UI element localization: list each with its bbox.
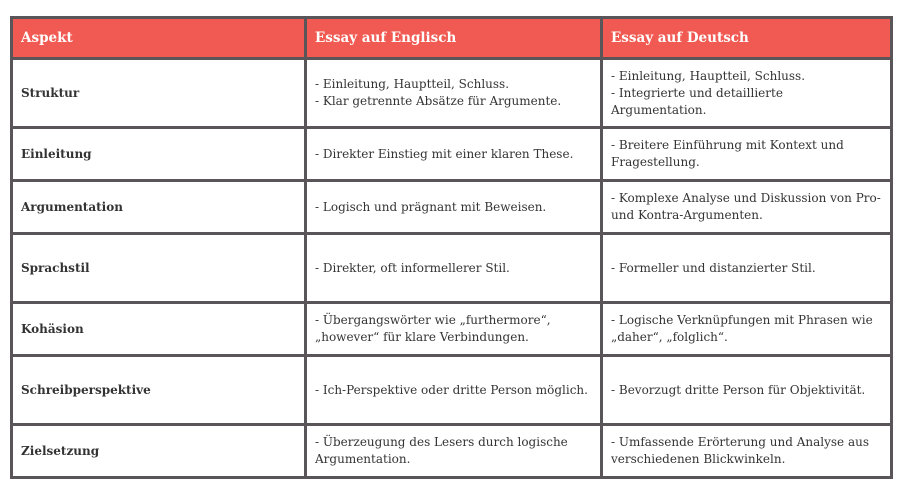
cell-line: - Komplexe Analyse und Diskussion von Pro- bbox=[611, 191, 881, 205]
cell-line: - Logisch und prägnant mit Beweisen. bbox=[315, 199, 547, 214]
cell-line: verschiedenen Blickwinkeln. bbox=[611, 452, 786, 466]
header-german: Essay auf Deutsch bbox=[602, 18, 892, 59]
english-cell bbox=[306, 425, 602, 478]
german-cell bbox=[602, 181, 892, 234]
cell-line: - Direkter, oft informellerer Stil. bbox=[315, 260, 510, 275]
cell-line: - Logische Verknüpfungen mit Phrasen wie bbox=[611, 313, 873, 327]
cell-line: - Ich-Perspektive oder dritte Person möglich. bbox=[315, 382, 588, 397]
table-row bbox=[12, 234, 892, 303]
german-cell bbox=[602, 303, 892, 356]
table-row bbox=[12, 303, 892, 356]
cell-line: „however“ für klare Verbindungen. bbox=[315, 330, 529, 344]
german-cell bbox=[602, 356, 892, 425]
cell-line: - Bevorzugt dritte Person für Objektivität. bbox=[611, 382, 866, 397]
table-row bbox=[12, 181, 892, 234]
header-aspect: Aspekt bbox=[12, 18, 306, 59]
english-cell bbox=[306, 181, 602, 234]
aspect-cell: Zielsetzung bbox=[12, 425, 306, 478]
cell-line: - Direkter Einstieg mit einer klaren These. bbox=[315, 146, 574, 161]
english-cell bbox=[306, 59, 602, 128]
aspect-cell: Einleitung bbox=[12, 128, 306, 181]
cell-line: Fragestellung. bbox=[611, 155, 700, 169]
header-row bbox=[12, 18, 892, 59]
table-row bbox=[12, 59, 892, 128]
german-cell bbox=[602, 128, 892, 181]
cell-line: „daher“, „folglich“. bbox=[611, 330, 728, 344]
aspect-cell: Struktur bbox=[12, 59, 306, 128]
aspect-cell: Sprachstil bbox=[12, 234, 306, 303]
aspect-cell: Argumentation bbox=[12, 181, 306, 234]
english-cell bbox=[306, 128, 602, 181]
header-english: Essay auf Englisch bbox=[306, 18, 602, 59]
cell-line: - Integrierte und detaillierte Argumentation. bbox=[611, 85, 783, 117]
cell-line: - Umfassende Erörterung und Analyse aus bbox=[611, 435, 870, 449]
comparison-table-container bbox=[10, 16, 890, 479]
aspect-cell: Schreibperspektive bbox=[12, 356, 306, 425]
english-cell bbox=[306, 234, 602, 303]
german-cell bbox=[602, 234, 892, 303]
cell-line: - Einleitung, Hauptteil, Schluss. bbox=[315, 77, 510, 91]
cell-line: - Überzeugung des Lesers durch logische bbox=[315, 435, 568, 449]
cell-line: - Übergangswörter wie „furthermore“, bbox=[315, 313, 551, 327]
cell-line: - Einleitung, Hauptteil, Schluss. bbox=[611, 68, 806, 83]
cell-line: - Breitere Einführung mit Kontext und bbox=[611, 138, 844, 152]
comparison-table bbox=[10, 16, 893, 479]
cell-line: und Kontra-Argumenten. bbox=[611, 208, 763, 222]
german-cell bbox=[602, 59, 892, 128]
table-row bbox=[12, 128, 892, 181]
cell-line: - Klar getrennte Absätze für Argumente. bbox=[315, 94, 562, 108]
english-cell bbox=[306, 303, 602, 356]
cell-line: - Formeller und distanzierter Stil. bbox=[611, 260, 816, 275]
table-row bbox=[12, 356, 892, 425]
english-cell bbox=[306, 356, 602, 425]
cell-line: Argumentation. bbox=[315, 452, 411, 466]
table-row bbox=[12, 425, 892, 478]
german-cell bbox=[602, 425, 892, 478]
aspect-cell: Kohäsion bbox=[12, 303, 306, 356]
